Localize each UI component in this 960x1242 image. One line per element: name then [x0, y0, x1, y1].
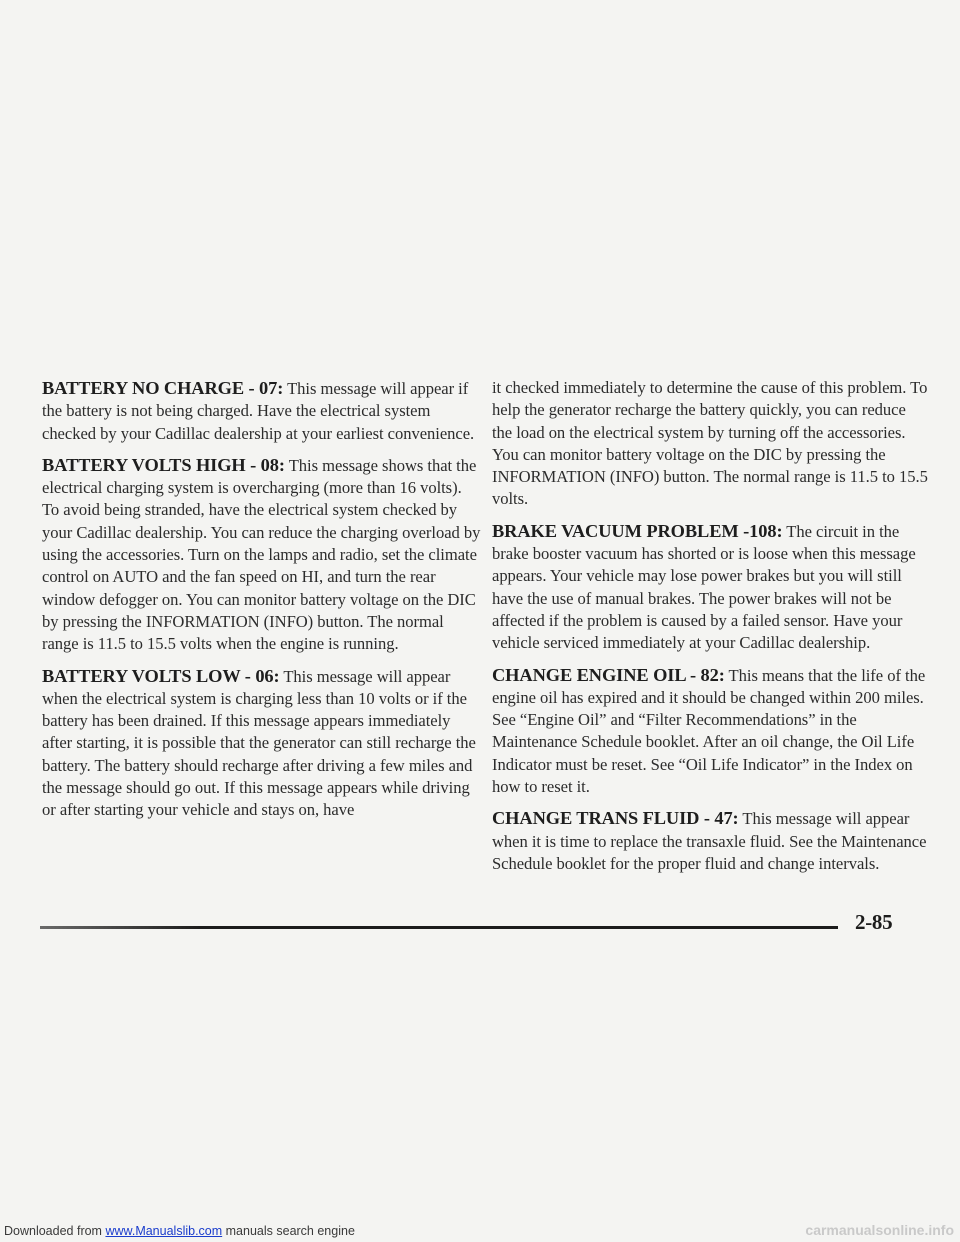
entry-battery-volts-low: [42, 665, 482, 822]
entry-heading: CHANGE TRANS FLUID - 47:: [492, 808, 739, 829]
download-footer: [4, 1224, 355, 1238]
entry-heading: BRAKE VACUUM PROBLEM -108:: [492, 520, 783, 541]
entry-text: This message will appear if the battery is not being charged. Have the electrical system checked by your Cadillac dealership at your earliest convenience.: [42, 379, 475, 443]
entry-heading: BATTERY NO CHARGE - 07:: [42, 378, 284, 398]
entry-text: it checked immediately to determine the cause of this problem. To help the generator recharge the battery quickly, you can reduce the load on the electrical system by turning off the accessories. You can monitor battery voltage on the DIC by pressing the INFORMATION (INFO) button. The normal range is 11.5 to 15.5 volts.: [492, 378, 928, 509]
entry-heading: BATTERY VOLTS LOW - 06:: [42, 665, 280, 686]
footer-prefix: Downloaded from: [4, 1224, 106, 1238]
footer-rule-fade: [40, 926, 200, 929]
entry-text: This message will appear when it is time to replace the transaxle fluid. See the Maintenance Schedule booklet for the proper fluid and change intervals.: [492, 809, 927, 873]
entry-text: This message will appear when the electrical system is charging less than 10 volts or if the battery has been drained. If this message appears immediately after starting, it is possible that the generator can still recharge the battery. The battery should recharge after driving a few miles and the message should go out. If this message appears while driving or after starting your vehicle and stays on, have: [42, 666, 476, 820]
entry-text: This means that the life of the engine oil has expired and it should be changed within 200 miles. See “Engine Oil” and “Filter Recommendations” in the Maintenance Schedule booklet. After an oil change, the Oil Life Indicator must be reset. See “Oil Life Indicator” in the Index on how to reset it.: [492, 665, 926, 797]
entry-brake-vacuum-problem: [492, 520, 930, 655]
continuation-paragraph: [492, 377, 930, 511]
left-column: [42, 377, 482, 831]
entry-battery-no-charge: [42, 377, 482, 445]
entry-text: The circuit in the brake booster vacuum has shorted or is loose when this message appears. Your vehicle may lose power brakes but you will still have the use of manual brakes. The power brakes will not be affected if the problem is caused by a failed sensor. Have your vehicle serviced immediately at your Cadillac dealership.: [492, 521, 916, 653]
entry-text: This message shows that the electrical charging system is overcharging (more than 16 volts). To avoid being stranded, have the electrical system checked by your Cadillac dealership. You can reduce the charging overload by using the accessories. Turn on the lamps and radio, set the climate control on AUTO and the fan speed on HI, and turn the rear window defogger on. You can monitor battery voltage on the DIC by pressing the INFORMATION (INFO) button. The normal range is 11.5 to 15.5 volts when the engine is running.: [42, 455, 481, 654]
entry-heading: CHANGE ENGINE OIL - 82:: [492, 664, 725, 685]
footer-suffix: manuals search engine: [222, 1224, 355, 1238]
page-number: 2-85: [855, 910, 893, 934]
entry-change-engine-oil: [492, 664, 930, 799]
entry-change-trans-fluid: [492, 807, 930, 875]
site-watermark: carmanualsonline.info: [805, 1222, 954, 1238]
right-column: [492, 377, 930, 884]
manualslib-link[interactable]: www.Manualslib.com: [105, 1224, 223, 1238]
entry-heading: BATTERY VOLTS HIGH - 08:: [42, 454, 285, 475]
entry-battery-volts-high: [42, 454, 482, 656]
